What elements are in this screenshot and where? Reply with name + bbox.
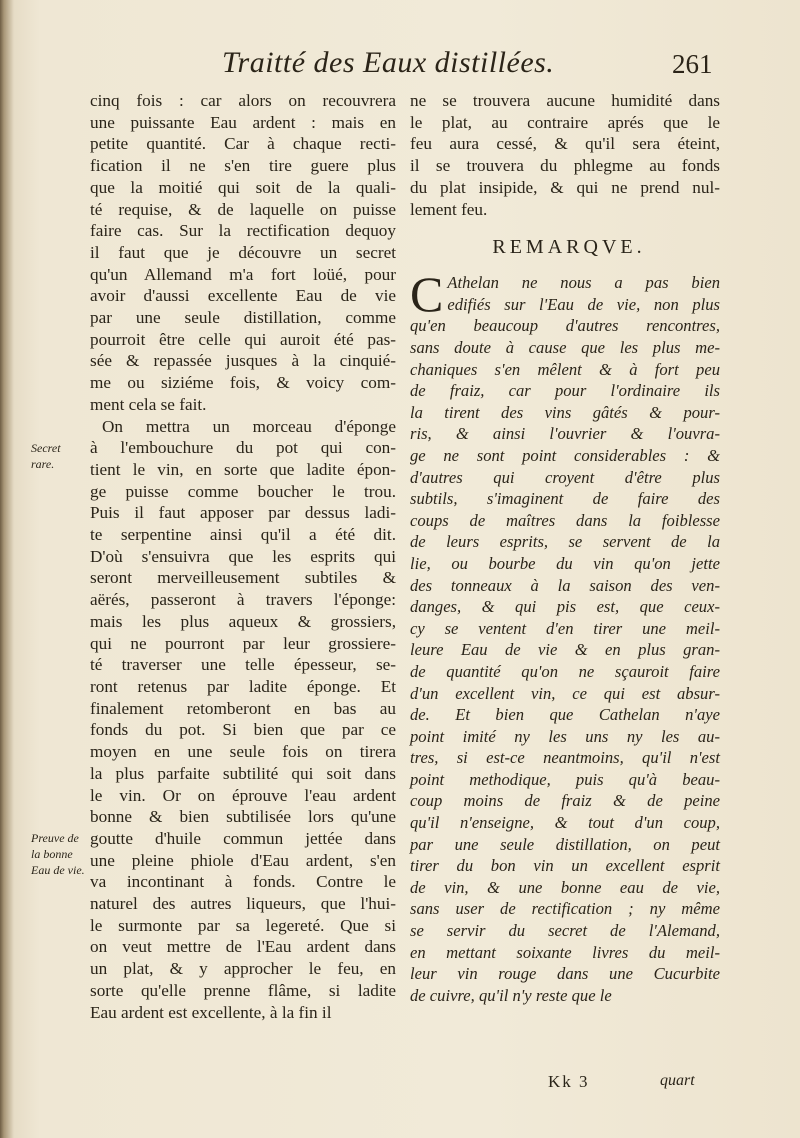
text-line: à l'embouchure du pot qui con- — [90, 438, 396, 458]
text-line: goutte d'huile commun jettée dans — [90, 828, 396, 848]
text-line: de cuivre, qu'il n'y reste que le — [410, 985, 612, 1005]
text-line: avoir d'aussi excellente Eau de vie — [90, 286, 396, 306]
text-line: va incontinant à fonds. Contre le — [90, 872, 396, 892]
text-line: moyen en une seule fois on tirera — [90, 742, 396, 762]
text-line: cy se ventent d'en tirer une meil- — [410, 618, 720, 638]
text-line: mais les plus aqueux & grossiers, — [90, 611, 396, 631]
text-line: du plat insipide, & qui ne prend nul- — [410, 177, 720, 197]
text-line: fication il ne s'en tire guere plus — [90, 156, 396, 176]
text-line: la plus parfaite subtilité qui soit dans — [90, 763, 396, 783]
catchword: quart — [660, 1072, 695, 1089]
text-line: tres, si est-ce neantmoins, qu'il n'est — [410, 748, 720, 768]
text-line: de quantité qu'on ne sçauroit faire — [410, 661, 720, 681]
text-line: le surmonte par sa legereté. Que si — [90, 915, 396, 935]
text-line: feu aura cessé, & qu'il sera éteint, — [410, 134, 720, 154]
text-line: le plat, au contraire aprés que le — [410, 112, 720, 132]
text-line: coup moins de fraiz & de peine — [410, 791, 720, 811]
text-line: par une seule distillation, comme — [90, 308, 396, 328]
text-line: edifiés sur l'Eau de vie, non plus — [447, 294, 720, 314]
text-line: la tirent des vins gâtés & pour- — [410, 402, 720, 422]
text-line: on veut mettre de l'Eau ardent dans — [90, 937, 396, 957]
text-line: fonds du pot. Si bien que par ce — [90, 720, 396, 740]
text-line: qu'en beaucoup d'autres rencontres, — [410, 316, 720, 336]
text-line: petite quantité. Car à chaque recti- — [90, 134, 396, 154]
text-line: me ou siziéme fois, & voicy com- — [90, 373, 396, 393]
text-line: de fraiz, car pour l'ordinaire ils — [410, 381, 720, 401]
margin-note-preuve: Preuve de la bonne Eau de vie. — [31, 831, 85, 877]
text-line: On mettra un morceau d'éponge — [102, 416, 396, 436]
text-line: tient le vin, en sorte que ladite épon- — [90, 459, 396, 479]
text-line: leur vin rouge dans une Cucurbite — [410, 964, 720, 984]
text-line: Eau ardent est excellente, à la fin il — [90, 1002, 332, 1022]
text-line: des tonneaux à la saison des ven- — [410, 575, 720, 595]
right-column-text — [410, 90, 720, 220]
remarque-body — [410, 266, 720, 1006]
text-line: point imité ny les uns ny les au- — [410, 726, 720, 746]
text-line: té requise, & de laquelle on puisse — [90, 199, 396, 219]
text-line: ge ne sont point considerables : & — [410, 445, 720, 465]
text-line: il se trouvera du phlegme au fonds — [410, 156, 720, 176]
text-line: Puis il faut apposer par dessus ladi- — [90, 503, 396, 523]
text-line: aërés, passeront à travers l'éponge: — [90, 590, 396, 610]
text-line: seront merveilleusement subtiles & — [90, 568, 396, 588]
text-line: Athelan ne nous a pas bien — [447, 273, 720, 293]
text-line: se servir du secret de l'Alemand, — [410, 921, 720, 941]
text-line: de vin, & une bonne eau de vie, — [410, 877, 720, 897]
page-footer — [0, 1072, 800, 1102]
text-line: sorte qu'elle prenne flâme, si ladite — [90, 980, 396, 1000]
running-title: Traitté des Eaux distillées. — [222, 46, 555, 79]
text-line: il faut que je découvre un secret — [90, 242, 396, 262]
right-column — [410, 90, 720, 1006]
left-column — [90, 90, 396, 1023]
text-line: ne se trouvera aucune humidité dans — [410, 91, 720, 110]
text-line: coups de maîtres dans la foiblesse — [410, 510, 720, 530]
text-line: le vin. Or on éprouve l'eau ardent — [90, 785, 396, 805]
text-line: naturel des autres liqueurs, que l'hui- — [90, 894, 396, 914]
text-line: une pleine phiole d'Eau ardent, s'en — [90, 850, 396, 870]
text-line: sans user de rectification ; ny même — [410, 899, 720, 919]
page-number: 261 — [672, 49, 713, 79]
text-line: lie, ou bourbe du vin qu'on jette — [410, 553, 720, 573]
text-line: subtils, s'imaginent de faire des — [410, 489, 720, 509]
text-line: danges, & qui pis est, que ceux- — [410, 597, 720, 617]
drop-cap: C — [410, 266, 444, 323]
text-line: en mettant soixante livres du meil- — [410, 942, 720, 962]
text-line: sans doute à cause que les plus me- — [410, 338, 720, 357]
text-line: D'où s'ensuivra que les esprits qui — [90, 546, 396, 566]
text-line: qu'un Allemand m'a fort loüé, pour — [90, 264, 396, 284]
text-line: point methodique, puis qu'à beau- — [410, 769, 720, 789]
text-line: de leurs esprits, se servent de la — [410, 532, 720, 552]
text-line: qui ne pourront par leur grossiere- — [90, 633, 396, 653]
text-line: par une seule distillation, on peut — [410, 834, 720, 854]
text-line: lement feu. — [410, 199, 488, 219]
text-line: pourroit être celle qui auroit été pas- — [90, 329, 396, 349]
text-line: bonne & bien subtilisée lors qu'une — [90, 807, 396, 827]
text-line: té traverser une telle épesseur, se- — [90, 655, 396, 675]
text-line: chaniques s'en mêlent & à fort peu — [410, 359, 720, 379]
text-line: faire cas. Sur la rectification dequoy — [90, 221, 396, 241]
text-line: que la moitié qui soit de la quali- — [90, 177, 396, 197]
text-line: tirer du bon vin un excellent esprit — [410, 856, 720, 876]
text-line: un plat, & y approcher le feu, en — [90, 959, 396, 979]
text-line: une puissante Eau ardent : mais en — [90, 112, 396, 132]
text-line: d'autres qui croyent d'être plus — [410, 467, 720, 487]
signature-mark: Kk 3 — [548, 1072, 590, 1091]
text-line: cinq fois : car alors on recouvrera — [90, 91, 396, 110]
remarque-heading: REMARQVE. — [492, 236, 646, 259]
text-line: de. Et bien que Cathelan n'aye — [410, 705, 720, 725]
text-line: leure Eau de vie & en plus gran- — [410, 640, 720, 660]
margin-note-secret: Secret rare. — [31, 441, 61, 471]
text-line: d'un excellent vin, ce qui est absur- — [410, 683, 720, 703]
page-header — [0, 46, 800, 86]
text-line: ment cela se fait. — [90, 394, 207, 414]
text-line: ge puisse comme boucher le trou. — [90, 481, 396, 501]
text-line: ris, & ainsi l'ouvrier & l'ouvra- — [410, 424, 720, 444]
text-line: finalement retomberont en bas au — [90, 698, 396, 718]
text-line: te serpentine ainsi qu'il a été dit. — [90, 525, 396, 545]
text-line: ront retenus par ladite éponge. Et — [90, 676, 396, 696]
text-line: sée & repassée jusques à la cinquié- — [90, 351, 396, 371]
text-line: qu'il n'enseigne, & tout d'un coup, — [410, 813, 720, 833]
